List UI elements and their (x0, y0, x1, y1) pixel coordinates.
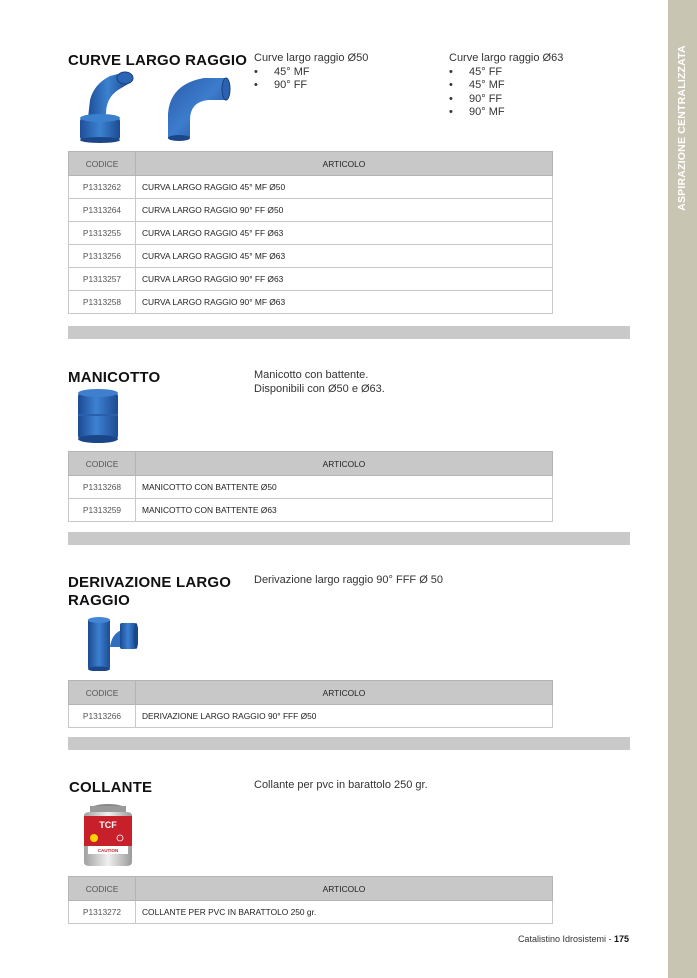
table-header-row (69, 681, 553, 705)
section-title-collante: COLLANTE (69, 779, 153, 796)
list-item: • 90° MF (449, 106, 563, 120)
curve-table (68, 151, 553, 314)
cell-article: COLLANTE PER PVC IN BARATTOLO 250 gr. (136, 901, 553, 924)
table-row (69, 268, 553, 291)
cell-code: P1313257 (69, 268, 136, 291)
table-row (69, 245, 553, 268)
manicotto-desc-line: Manicotto con battente. (254, 369, 369, 381)
cell-article: CURVA LARGO RAGGIO 45° FF Ø63 (136, 222, 553, 245)
cell-article: CURVA LARGO RAGGIO 45° MF Ø50 (136, 176, 553, 199)
cell-article: CURVA LARGO RAGGIO 45° MF Ø63 (136, 245, 553, 268)
list-item: • 45° MF (449, 79, 563, 93)
table-header-row (69, 152, 553, 176)
column-header-code: CODICE (69, 452, 136, 476)
list-item: • 90° FF (449, 93, 563, 107)
list-item: • 45° MF (254, 66, 368, 80)
column-header-article: ARTICOLO (136, 452, 553, 476)
section-divider (68, 532, 630, 545)
can-warning-text: CAUTION (97, 848, 119, 853)
table-row (69, 499, 553, 522)
page-number: 175 (613, 934, 629, 944)
derivazione-title-line: DERIVAZIONE LARGO (68, 574, 232, 591)
column-header-code: CODICE (69, 152, 136, 176)
table-header-row (69, 877, 553, 901)
curve-45-image (76, 70, 146, 144)
cell-code: P1313256 (69, 245, 136, 268)
section-title-manicotto: MANICOTTO (68, 369, 161, 386)
cell-code: P1313262 (69, 176, 136, 199)
derivazione-table (68, 680, 553, 728)
table-row (69, 222, 553, 245)
derivazione-desc: Derivazione largo raggio 90° FFF Ø 50 (254, 574, 444, 586)
cell-article: MANICOTTO CON BATTENTE Ø63 (136, 499, 553, 522)
table-row (69, 176, 553, 199)
derivazione-image (82, 617, 138, 671)
cell-code: P1313266 (69, 705, 136, 728)
collante-table (68, 876, 553, 924)
table-row (69, 476, 553, 499)
cell-article: MANICOTTO CON BATTENTE Ø50 (136, 476, 553, 499)
curve-90-image (164, 74, 232, 142)
footer-separator: - (605, 934, 614, 944)
cell-article: CURVA LARGO RAGGIO 90° MF Ø63 (136, 291, 553, 314)
column-header-article: ARTICOLO (136, 152, 553, 176)
cell-code: P1313268 (69, 476, 136, 499)
curve-desc-50-title: Curve largo raggio Ø50 (254, 52, 369, 64)
manicotto-image (76, 388, 120, 444)
derivazione-title-line: RAGGIO (68, 592, 131, 609)
table-row (69, 901, 553, 924)
column-header-code: CODICE (69, 877, 136, 901)
can-brand-text: TCF (99, 820, 117, 830)
curve-desc-50 (254, 52, 368, 93)
table-row (69, 291, 553, 314)
column-header-article: ARTICOLO (136, 877, 553, 901)
manicotto-table (68, 451, 553, 522)
collante-can-image (80, 802, 136, 868)
table-row (69, 199, 553, 222)
manicotto-desc (254, 369, 385, 396)
section-title-derivazione (68, 574, 231, 610)
cell-code: P1313264 (69, 199, 136, 222)
cell-article: DERIVAZIONE LARGO RAGGIO 90° FFF Ø50 (136, 705, 553, 728)
list-item: • 45° FF (449, 66, 563, 80)
cell-code: P1313258 (69, 291, 136, 314)
curve-desc-63 (449, 52, 563, 120)
cell-article: CURVA LARGO RAGGIO 90° FF Ø50 (136, 199, 553, 222)
cell-code: P1313255 (69, 222, 136, 245)
collante-desc: Collante per pvc in barattolo 250 gr. (254, 779, 428, 791)
page-footer (518, 934, 629, 944)
section-divider (68, 326, 630, 339)
table-row (69, 705, 553, 728)
manicotto-desc-line: Disponibili con Ø50 e Ø63. (254, 382, 385, 395)
cell-code: P1313259 (69, 499, 136, 522)
cell-article: CURVA LARGO RAGGIO 90° FF Ø63 (136, 268, 553, 291)
column-header-article: ARTICOLO (136, 681, 553, 705)
curve-desc-63-title: Curve largo raggio Ø63 (449, 52, 564, 64)
list-item: • 90° FF (254, 79, 368, 93)
cell-code: P1313272 (69, 901, 136, 924)
side-category-label: ASPIRAZIONE CENTRALIZZATA (676, 45, 688, 211)
table-header-row (69, 452, 553, 476)
section-divider (68, 737, 630, 750)
section-title-curve: CURVE LARGO RAGGIO (68, 52, 248, 69)
footer-catalog-name: Catalistino Idrosistemi (517, 934, 606, 944)
column-header-code: CODICE (69, 681, 136, 705)
